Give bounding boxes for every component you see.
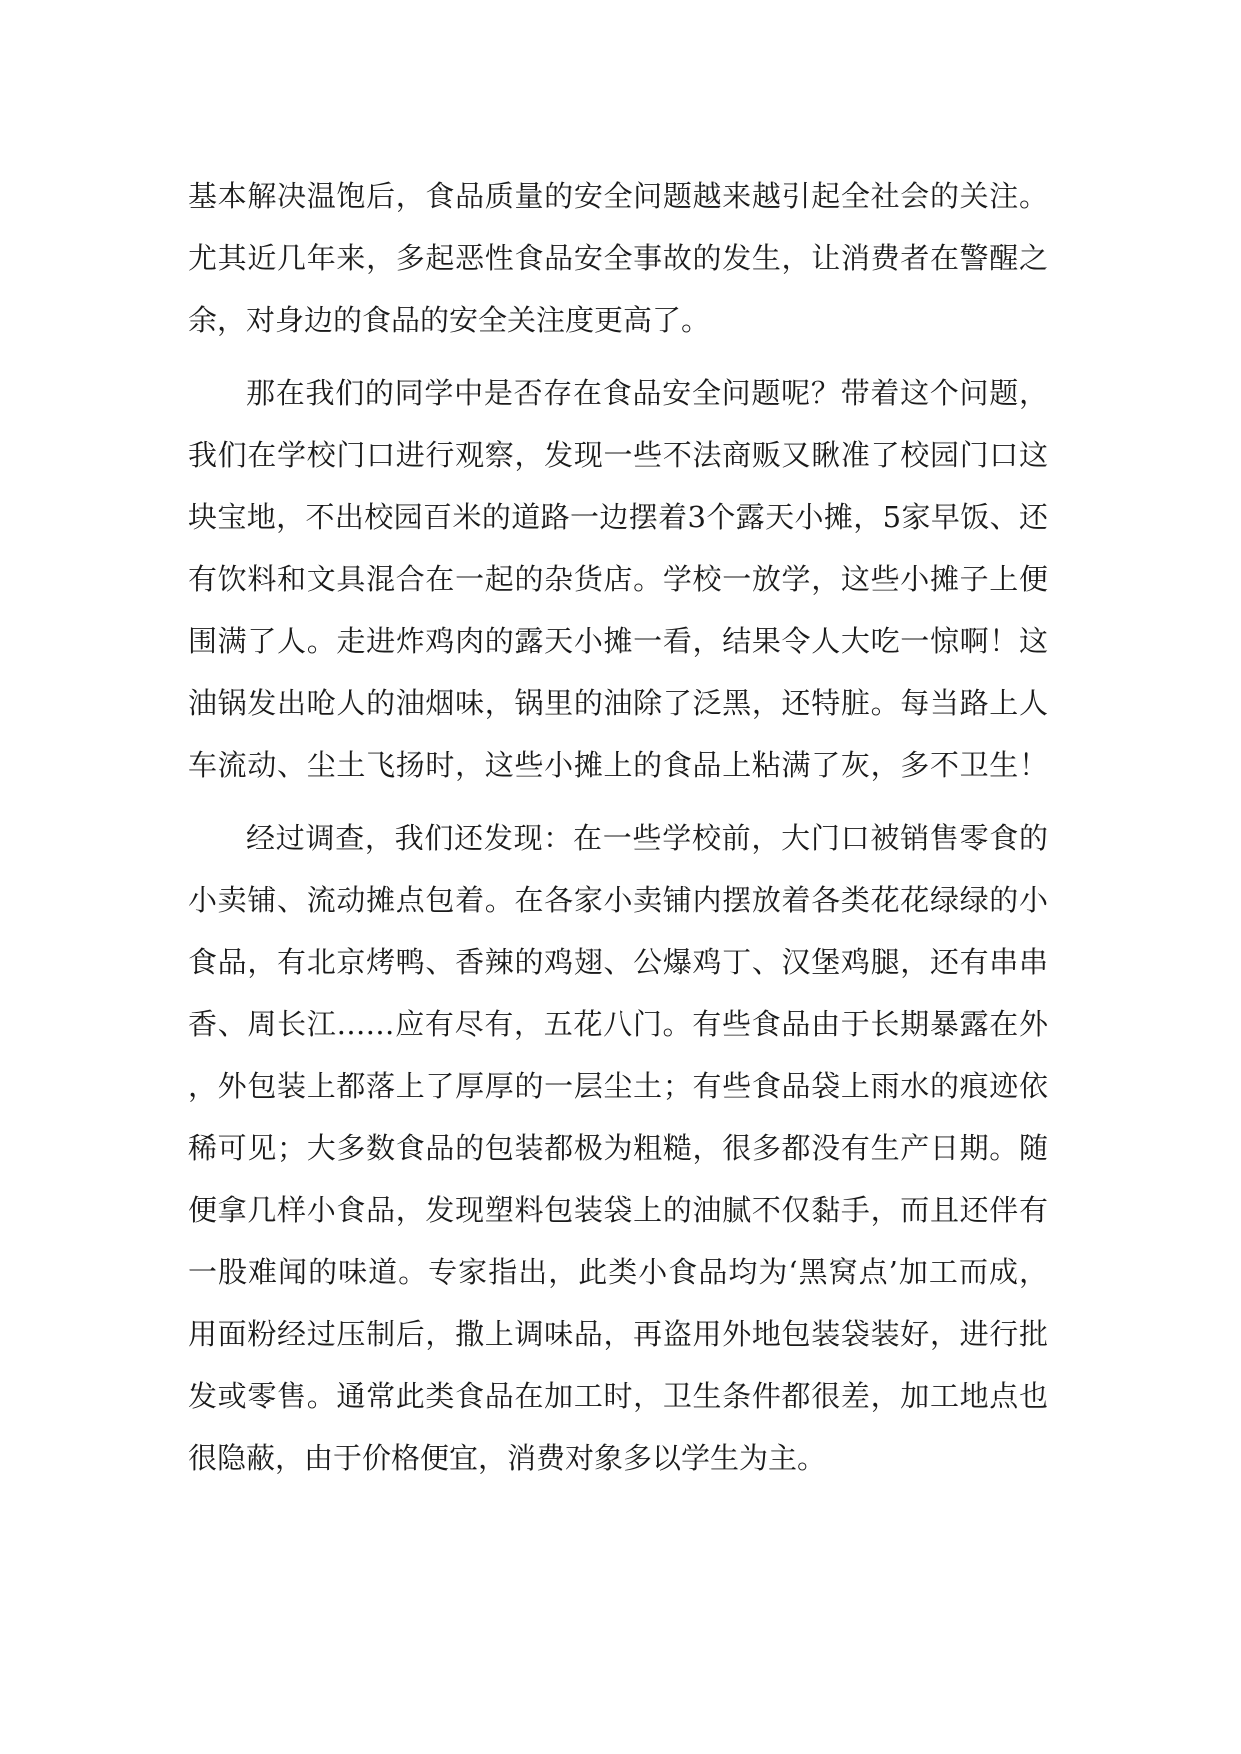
text-line: 那在我们的同学中是否存在食品安全问题呢？带着这个问题，	[246, 376, 1048, 410]
paragraph-2	[188, 362, 1048, 796]
text-line: 块宝地，不出校园百米的道路一边摆着3个露天小摊，5家早饭、还	[188, 500, 1048, 534]
text-line: 很隐蔽，由于价格便宜，消费对象多以学生为主。	[188, 1441, 827, 1475]
text-line: 小卖铺、流动摊点包着。在各家小卖铺内摆放着各类花花绿绿的小	[188, 883, 1048, 917]
text-line: 油锅发出呛人的油烟味，锅里的油除了泛黑，还特脏。每当路上人	[188, 686, 1048, 720]
text-line: ，外包装上都落上了厚厚的一层尘土；有些食品袋上雨水的痕迹依	[188, 1069, 1048, 1103]
paragraph-1	[188, 165, 1048, 351]
text-line: 围满了人。走进炸鸡肉的露天小摊一看，结果令人大吃一惊啊！这	[188, 624, 1048, 658]
text-line: 一股难闻的味道。专家指出，此类小食品均为‘黑窝点’加工而成，	[188, 1255, 1048, 1289]
text-line: 经过调查，我们还发现：在一些学校前，大门口被销售零食的	[246, 821, 1048, 855]
text-line: 尤其近几年来，多起恶性食品安全事故的发生，让消费者在警醒之	[188, 241, 1048, 275]
text-line: 基本解决温饱后，食品质量的安全问题越来越引起全社会的关注。	[188, 179, 1048, 213]
text-line: 余，对身边的食品的安全关注度更高了。	[188, 303, 711, 337]
text-line: 我们在学校门口进行观察，发现一些不法商贩又瞅准了校园门口这	[188, 438, 1048, 472]
text-line: 香、周长江……应有尽有，五花八门。有些食品由于长期暴露在外	[188, 1007, 1048, 1041]
text-line: 稀可见；大多数食品的包装都极为粗糙，很多都没有生产日期。随	[188, 1131, 1048, 1165]
paragraph-3	[188, 807, 1048, 1489]
text-line: 有饮料和文具混合在一起的杂货店。学校一放学，这些小摊子上便	[188, 562, 1048, 596]
text-line: 便拿几样小食品，发现塑料包装袋上的油腻不仅黏手，而且还伴有	[188, 1193, 1048, 1227]
document-body	[188, 165, 1048, 1489]
text-line: 食品，有北京烤鸭、香辣的鸡翅、公爆鸡丁、汉堡鸡腿，还有串串	[188, 945, 1048, 979]
text-line: 发或零售。通常此类食品在加工时，卫生条件都很差，加工地点也	[188, 1379, 1048, 1413]
text-line: 用面粉经过压制后，撒上调味品，再盗用外地包装袋装好，进行批	[188, 1317, 1048, 1351]
text-line: 车流动、尘土飞扬时，这些小摊上的食品上粘满了灰，多不卫生！	[188, 748, 1048, 782]
